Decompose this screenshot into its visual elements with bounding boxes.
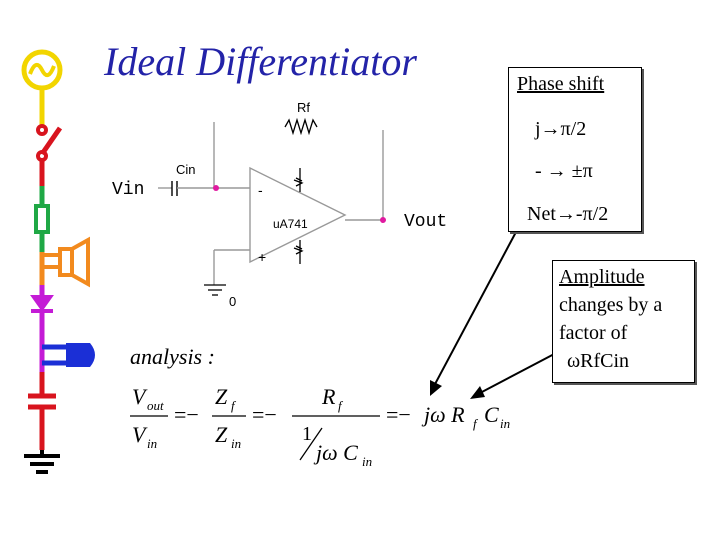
svg-text:=−: =− (252, 402, 277, 427)
svg-text:in: in (500, 416, 511, 431)
cin-label: Cin (176, 162, 196, 177)
output-node (380, 217, 386, 223)
amplitude-line-1: Amplitude (559, 266, 645, 288)
vout-label: Vout (404, 212, 448, 232)
noninverting-sign: + (258, 249, 267, 265)
svg-text:R: R (322, 384, 336, 409)
rf-label: Rf (297, 100, 310, 115)
inverting-sign: - (258, 182, 263, 198)
svg-text:f: f (338, 398, 342, 413)
svg-text:jω R: jω R (424, 402, 465, 427)
svg-text:=−: =− (174, 402, 199, 427)
svg-text:=−: =− (386, 402, 411, 427)
svg-text:in: in (231, 436, 242, 451)
svg-text:f: f (473, 416, 477, 431)
opamp-label: uA741 (273, 217, 308, 231)
arrow-from-amplitude (480, 352, 558, 393)
arrow-head-amplitude (470, 386, 485, 399)
circuit-ground-icon (204, 285, 226, 295)
svg-text:out: out (147, 398, 164, 413)
opamp-triangle (250, 168, 345, 262)
analysis-label: analysis : (130, 344, 215, 369)
svg-text:V: V (132, 384, 146, 409)
phase-line-minus: - → ±π (535, 160, 593, 182)
svg-text:V: V (132, 422, 146, 447)
positive-supply-pin (294, 168, 302, 192)
ground-label: 0 (229, 294, 237, 309)
svg-text:Z: Z (215, 422, 228, 447)
svg-text:1: 1 (302, 423, 312, 445)
page-title: Ideal Differentiator (104, 39, 417, 84)
amplitude-line-3: factor of (559, 322, 628, 344)
negative-supply-pin (294, 240, 302, 264)
transfer-function-formula (130, 384, 510, 469)
vin-label: Vin (112, 180, 145, 200)
amplitude-line-2: changes by a (559, 294, 663, 316)
amplitude-box (552, 260, 695, 383)
arrow-from-phase (434, 232, 516, 386)
svg-text:f: f (231, 398, 235, 413)
phase-shift-box (508, 67, 642, 232)
phase-shift-heading: Phase shift (517, 73, 605, 95)
inverting-node (213, 185, 219, 191)
phase-line-net: Net→-π/2 (527, 203, 609, 225)
svg-text:C: C (484, 402, 499, 427)
svg-text:in: in (147, 436, 158, 451)
feedback-resistor (285, 120, 317, 133)
svg-text:jω C: jω C (316, 440, 358, 465)
phase-line-j: j→π/2 (535, 118, 587, 140)
svg-text:Z: Z (215, 384, 228, 409)
amplitude-line-4: ωRfCin (567, 350, 630, 372)
svg-text:in: in (362, 454, 373, 469)
